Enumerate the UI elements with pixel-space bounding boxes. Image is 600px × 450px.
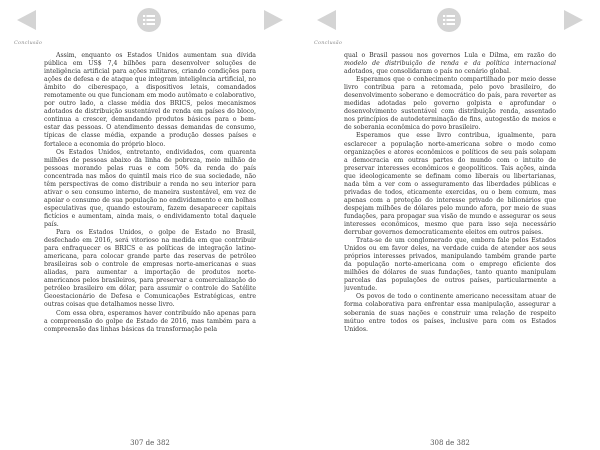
text-run: qual o Brasil passou nos governos Lula e Dilma, em razão do [344, 52, 556, 59]
running-head: Conclusão [314, 40, 343, 46]
menu-list-icon [436, 7, 462, 33]
paragraph: Para os Estados Unidos, o golpe de Estado no Brasil, desfechado em 2016, será vitorioso na medida em que contribuir para enfraquecer os BRICS e as políticas de integração latino-americana, para colocar grande parte das reservas de petróleo brasileiras sob o controle de empresas norte-americanas e suas aliadas, para aumentar a importação de produtos norte-americanos pelos brasileiros, para preservar a comercialização do petróleo brasileiro em dólar, para assumir o controle do Satélite Geoestacionário de Defesa e Comunicações Estratégicas, entre outras coisas que detalhamos nesse livro. [44, 229, 256, 309]
paragraph: Esperamos que esse livro contribua, igualmente, para esclarecer a população norte-americana sobre o modo como organizações e atores econômicos e políticos de seu país solapam a democracia em outras partes do mundo com o intuito de preservar interesses econômicos e geopolíticos. Tais ações, ainda que ideologicamente se definam como liberais ou libertarianas, nada têm a ver com o asseguramento das liberdades públicas e privadas de todos, eticamente exercidas, ou o bem comum, mas apenas com a proteção do interesse privado de bilionários que despejam milhões de dólares pelo mundo afora, por meio de suas fundações, para propagar sua visão de mundo e assegurar os seus interesses econômicos, mesmo que para isso seja necessário derrubar governos democraticamente eleitos em outros países. [344, 132, 556, 237]
menu-list-icon [136, 7, 162, 33]
running-head: Conclusão [14, 40, 43, 46]
forward-arrow-icon [560, 7, 586, 33]
forward-arrow-icon [260, 7, 286, 33]
text-run: adotados, que consolidaram o país no cenário global. [344, 68, 511, 76]
forward-button[interactable] [559, 6, 587, 34]
back-arrow-icon [314, 7, 340, 33]
page-number: 307 de 382 [130, 439, 170, 447]
paragraph: Os povos de todo o continente americano necessitam atuar de forma colaborativa para enfrentar essa manipulação, assegurar a soberania de suas nações e construir uma relação de respeito mútuo entre todos os países, inclusive para com os Estados Unidos. [344, 293, 556, 333]
back-arrow-icon [14, 7, 40, 33]
paragraph [344, 52, 556, 76]
navigation-bar [300, 6, 600, 34]
back-button[interactable] [313, 6, 341, 34]
paragraph: Esperamos que o conhecimento compartilhado por meio desse livro contribua para a retomada, pelo povo brasileiro, do desenvolvimento soberano e democrático do país, para reverter as medidas adotadas pelo governo golpista e aprofundar o desenvolvimento sustentável com distribuição renda, assentado nos princípios de autodeterminação de fins, autogestão de meios e de soberania econômica do povo brasileiro. [344, 76, 556, 132]
page-number: 308 de 382 [430, 439, 470, 447]
paragraph: Assim, enquanto os Estados Unidos aumentam sua dívida pública em US$ 7,4 bilhões para desenvolver soluções de inteligência artificial para ações militares, criando condições para ações de defesa e de ataque que integram inteligência artificial, no âmbito do ciberespaço, a dispositivos letais, comandados remotamente ou que funcionam em modo autômato e colaborativo, por outro lado, a classe média dos BRICS, pelos mecanismos adotados de distribuição sustentável de renda em países do bloco, continua a crescer, demandando produtos básicos para o bem-estar das pessoas. O atendimento dessas demandas de consumo, típicas de classe média, expande a produção desses países e fortalece a economia do próprio bloco. [44, 52, 256, 148]
italic-text-run: modelo de distribuição de renda e da política internacional [344, 60, 556, 68]
right-page [300, 0, 600, 450]
navigation-bar [0, 6, 300, 34]
menu-button[interactable] [135, 6, 163, 34]
body-text [344, 52, 556, 436]
paragraph: Trata-se de um conglomerado que, embora fale pelos Estados Unidos ou em favor deles, na verdade cuida de atender aos seus próprios interesses privados, manipulando também grande parte da população norte-americana com o emprego eficiente dos milhões de dólares de suas fundações, tanto quanto manipulam parcelas das populações de outros países, particularmente a juventude. [344, 237, 556, 293]
back-button[interactable] [13, 6, 41, 34]
forward-button[interactable] [259, 6, 287, 34]
body-text [44, 52, 256, 436]
paragraph: Com essa obra, esperamos haver contribuído não apenas para a compreensão do golpe de Estado de 2016, mas também para a compreensão das linhas básicas da transformação pela [44, 309, 256, 333]
paragraph: Os Estados Unidos, entretanto, endividados, com quarenta milhões de pessoas abaixo da linha de pobreza, meio milhão de pessoas morando pelas ruas e com 50% da renda do país concentrada nas mãos do quintil mais rico de sua sociedade, não têm perspectivas de como distribuir a renda no seu interior para ativar o seu consumo interno, de maneira sustentável, em vez de apoiar o consumo de sua população no endividamento e em bolhas especulativas que, quando estouram, fazem desaparecer capitais fictícios e aumentam, ainda mais, o endividamento total daquele país. [44, 148, 256, 228]
menu-button[interactable] [435, 6, 463, 34]
